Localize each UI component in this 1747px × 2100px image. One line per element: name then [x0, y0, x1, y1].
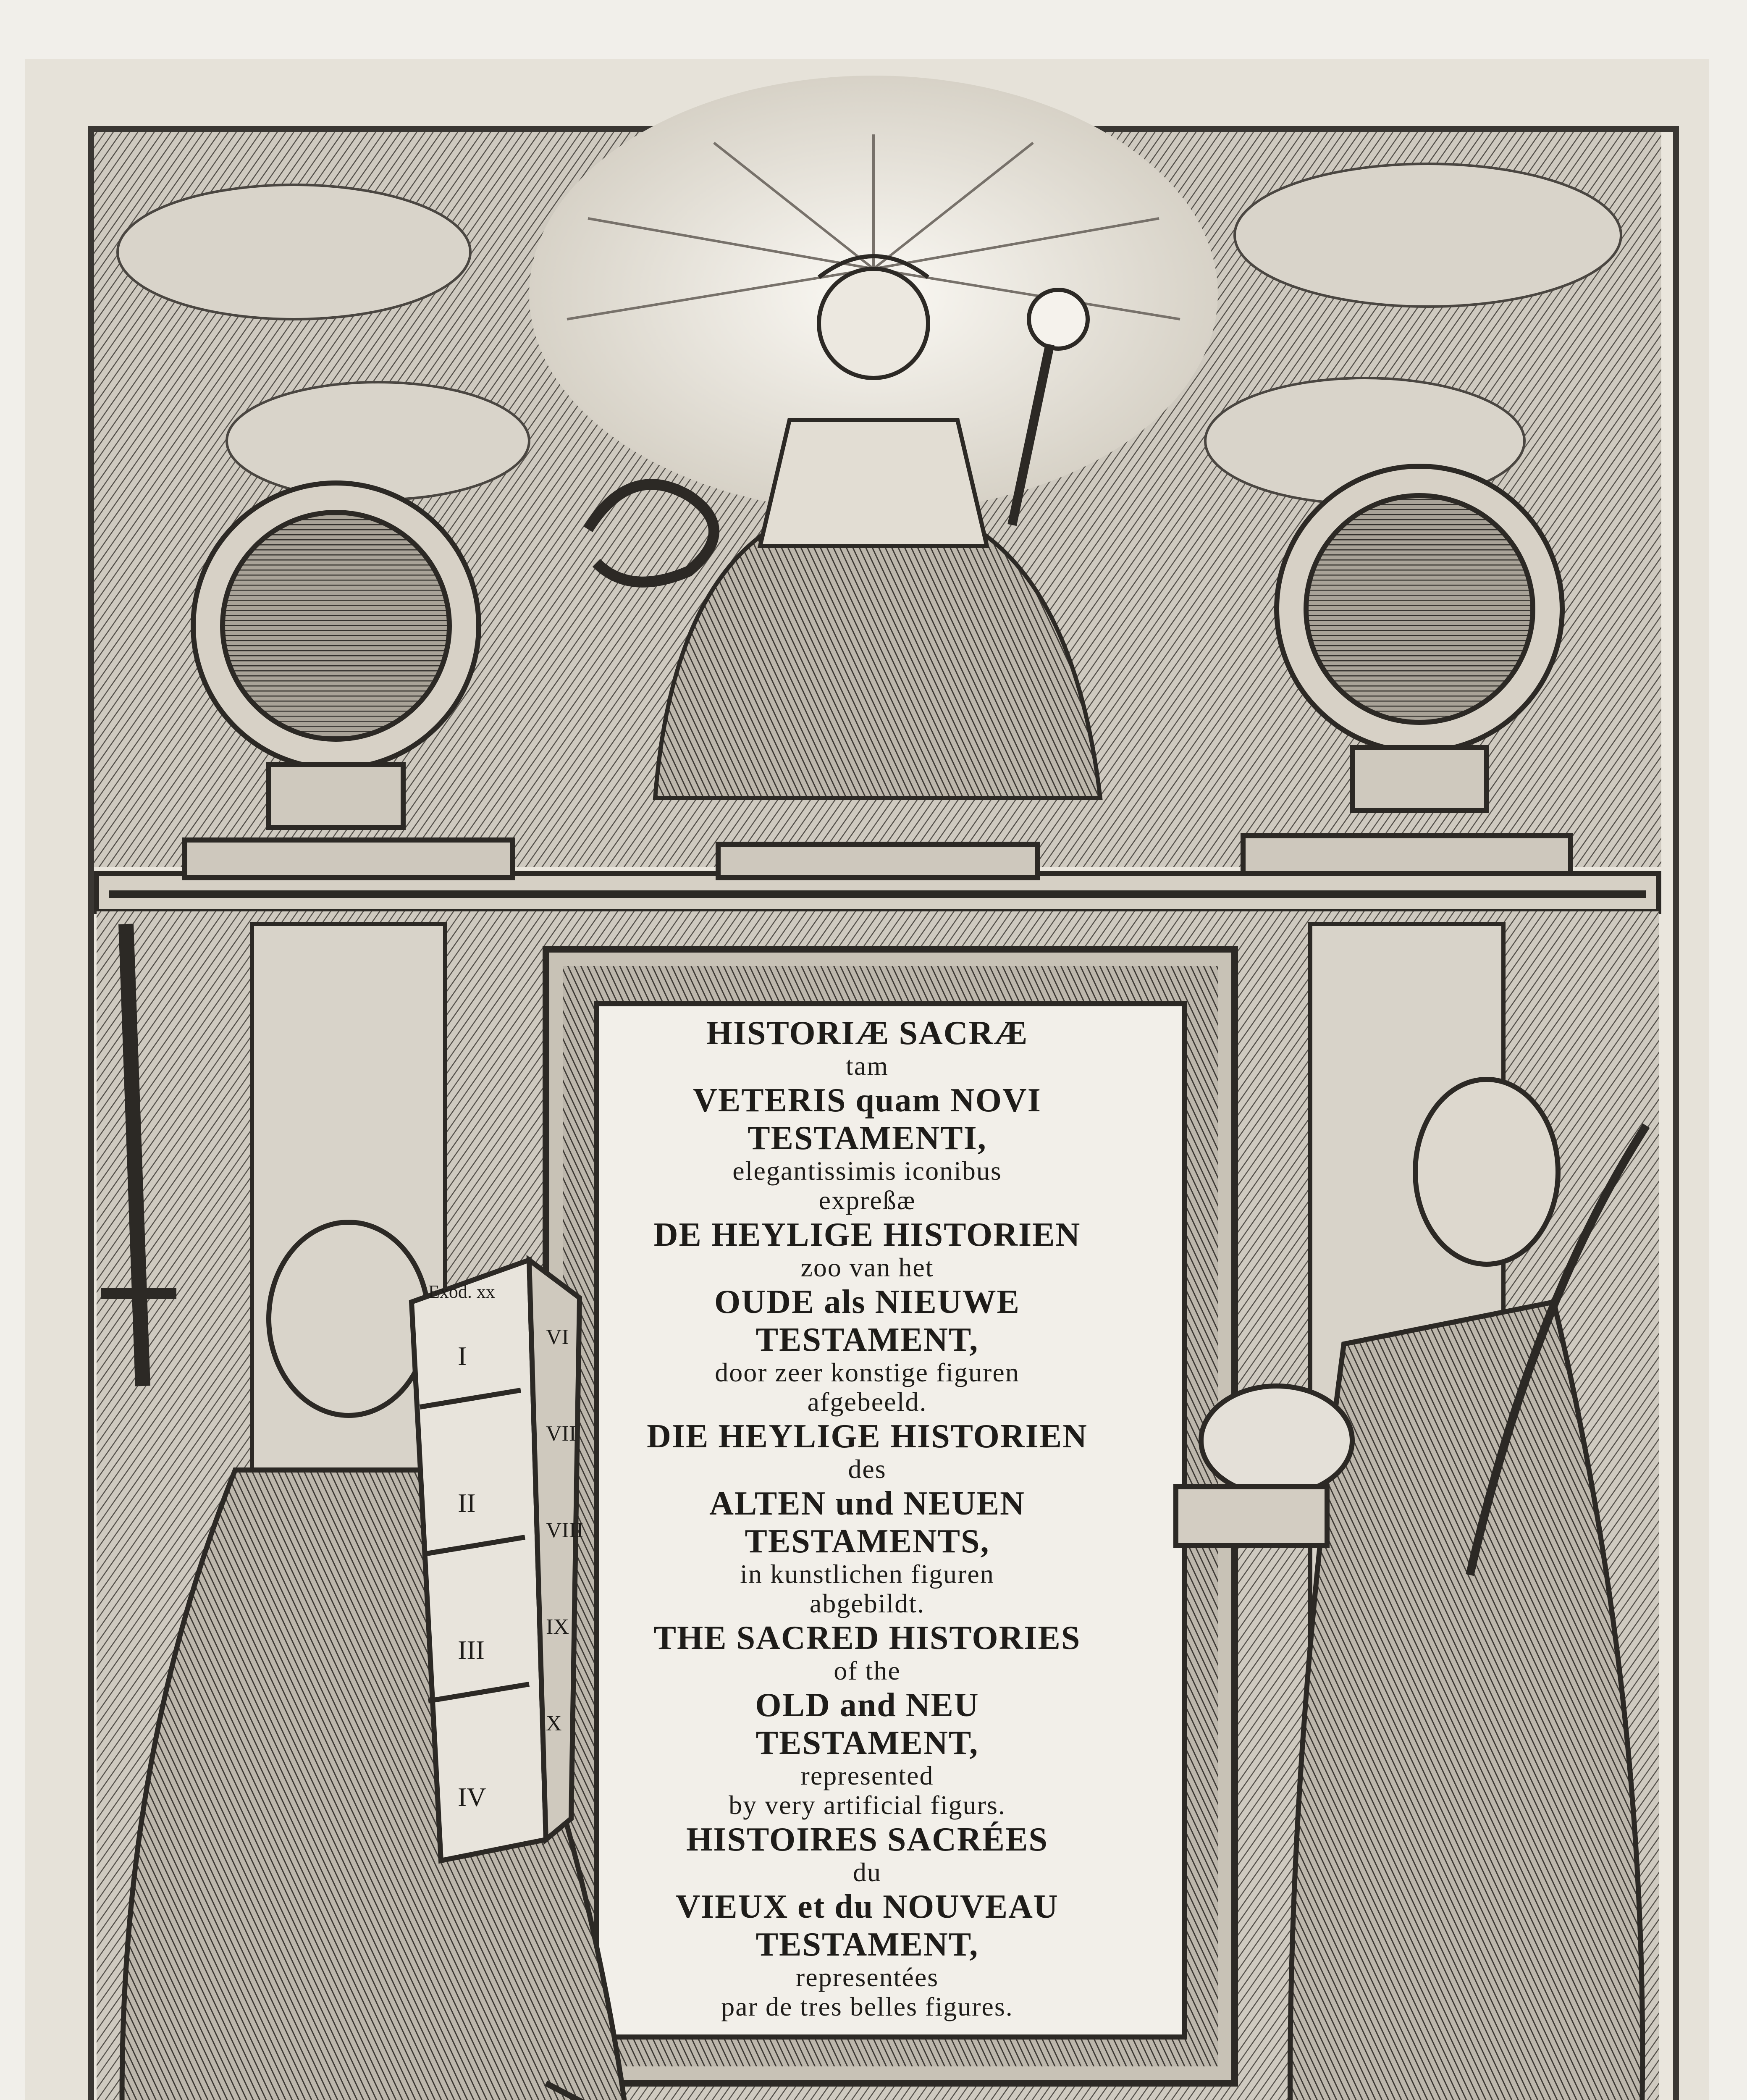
- tablet-numeral: II: [458, 1488, 476, 1518]
- tablet-numeral: X: [546, 1712, 562, 1735]
- title-tablet: [605, 1012, 1130, 2033]
- dentils: [109, 890, 1646, 898]
- title-line: afgebeeld.: [807, 1387, 927, 1417]
- title-line: DIE HEYLIGE HISTORIEN: [647, 1418, 1088, 1455]
- title-line: of the: [834, 1656, 901, 1685]
- title-line: THE SACRED HISTORIES: [653, 1620, 1081, 1656]
- entablature: [97, 836, 1659, 911]
- title-line: VETERIS quam NOVI: [693, 1082, 1041, 1119]
- tablet-numeral: VI: [546, 1325, 569, 1349]
- title-line: OUDE als NIEUWE: [714, 1284, 1020, 1320]
- title-line: in kunstlichen figuren: [740, 1559, 994, 1589]
- tablet-numeral: VIII: [546, 1518, 584, 1542]
- title-line: TESTAMENTS,: [745, 1523, 990, 1560]
- title-line: TESTAMENT,: [755, 1725, 979, 1761]
- tablets-heading: Exod. xx: [428, 1281, 495, 1302]
- tablet-numeral: IX: [546, 1615, 569, 1639]
- tablet-numeral: I: [458, 1341, 467, 1371]
- title-line: par de tres belles figures.: [721, 1992, 1013, 2021]
- title-line: expreßæ: [818, 1185, 916, 1215]
- title-line: HISTOIRES SACRÉES: [686, 1821, 1048, 1858]
- title-line: zoo van het: [800, 1252, 934, 1282]
- title-line: door zeer konstige figuren: [715, 1357, 1020, 1387]
- title-line: ALTEN und NEUEN: [709, 1485, 1025, 1522]
- title-line: TESTAMENT,: [755, 1926, 979, 1963]
- tablet-numeral: IV: [458, 1782, 486, 1812]
- title-line: VIEUX et du NOUVEAU: [676, 1888, 1059, 1925]
- title-line: elegantissimis iconibus: [732, 1156, 1002, 1186]
- title-line: des: [848, 1454, 887, 1484]
- title-line: TESTAMENT,: [755, 1321, 979, 1358]
- title-line: TESTAMENTI,: [748, 1120, 987, 1157]
- tablet-numeral: VII: [546, 1422, 577, 1446]
- title-line: tam: [846, 1051, 889, 1081]
- title-line: du: [853, 1857, 881, 1887]
- tablet-numeral: III: [458, 1635, 485, 1665]
- title-line: HISTORIÆ SACRÆ: [706, 1015, 1028, 1052]
- title-line: OLD and NEU: [755, 1687, 979, 1724]
- title-line: abgebildt.: [809, 1588, 925, 1618]
- title-line: representées: [795, 1962, 939, 1992]
- title-line: by very artificial figurs.: [729, 1790, 1006, 1820]
- title-line: represented: [800, 1761, 934, 1790]
- title-line: DE HEYLIGE HISTORIEN: [653, 1216, 1081, 1253]
